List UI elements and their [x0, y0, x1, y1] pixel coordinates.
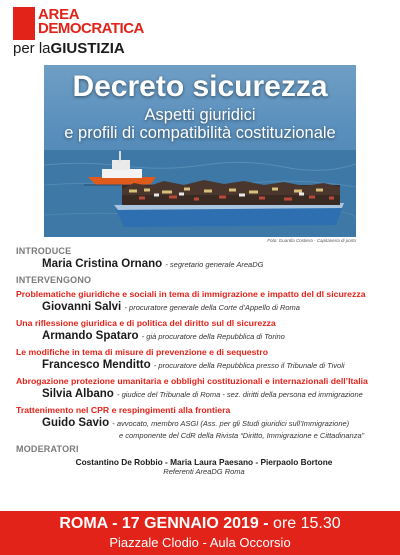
talk-item [16, 347, 392, 373]
speaker-name: Giovanni Salvi [42, 301, 122, 313]
speaker-role: - avvocato, membro ASGI (Ass. per gli Studi giuridici sull’Immigrazione) [112, 419, 350, 428]
moderators-names: Costantino De Robbio - Maria Laura Paesano - Pierpaolo Bortone [75, 457, 333, 467]
speaker-name: Francesco Menditto [42, 359, 151, 371]
talk-topic: Abrogazione protezione umanitaria e obblighi costituzionali e internazionali dell’Italia [16, 376, 368, 386]
speaker-name: Silvia Albano [42, 388, 114, 400]
hero-photo [44, 65, 356, 237]
event-city: ROMA [59, 515, 108, 532]
speaker-role: - già procuratore della Repubblica di Torino [141, 332, 285, 341]
speaker-name: Guido Savio [42, 417, 110, 429]
section-label-moderatori: MODERATORI [16, 444, 79, 454]
logo-giustizia: GIUSTIZIA [50, 40, 125, 57]
talk-item [16, 376, 392, 402]
talk-speaker [16, 300, 392, 315]
photo-credit: Foto: Guardia Costiera - Capitaneria di porto [267, 238, 356, 243]
program [16, 246, 392, 476]
speaker-role-continued: e componente del CdR della Rivista “Diritto, Immigrazione e Cittadinanza” [119, 431, 365, 440]
speaker-role: - procuratore della Repubblica presso il Tribunale di Tivoli [153, 361, 345, 370]
talk-topic: Trattenimento nel CPR e respingimenti alla frontiera [16, 405, 231, 415]
event-subtitle [44, 106, 356, 142]
speaker-role: - procuratore generale della Corte d’Appello di Roma [124, 303, 300, 312]
moderators-role: Referenti AreaDG Roma [163, 467, 245, 476]
subtitle-line-1: Aspetti giuridici [144, 106, 256, 124]
logo-prefix: per la [13, 40, 51, 57]
logo-line-area: AREA [38, 6, 80, 23]
logo-line-democratica: DEMOCRATICA [38, 20, 144, 37]
talk-speaker [16, 387, 392, 402]
talk-item [16, 318, 392, 344]
section-label-introduce: INTRODUCE [16, 246, 72, 256]
talk-topic: Le modifiche in tema di misure di prevenzione e di sequestro [16, 347, 268, 357]
talk-item [16, 405, 392, 440]
speaker-name: Armando Spataro [42, 330, 139, 342]
speaker-role: - giudice del Tribunale di Roma - sez. diritti della persona ed immigrazione [117, 390, 363, 399]
speaker-name: Maria Cristina Ornano [42, 258, 163, 270]
logo-line-giustizia [13, 41, 125, 56]
event-datetime [0, 514, 400, 534]
section-label-intervengono: INTERVENGONO [16, 275, 92, 285]
talk-speaker [16, 358, 392, 373]
event-date: - 17 GENNAIO 2019 - [112, 515, 269, 532]
speaker-role: - segretario generale AreaDG [165, 260, 264, 269]
event-footer [0, 511, 400, 555]
talk-speaker [16, 416, 392, 431]
talk-item [16, 289, 392, 315]
talk-speaker [16, 329, 392, 344]
logo-red-block [13, 7, 35, 40]
event-time: ore 15.30 [273, 515, 341, 532]
talk-topic: Una riflessione giuridica e di politica del diritto sul dl sicurezza [16, 318, 276, 328]
event-venue: Piazzale Clodio - Aula Occorsio [109, 535, 291, 550]
introducer [16, 257, 392, 272]
area-dg-logo [10, 7, 160, 57]
event-title: Decreto sicurezza [72, 70, 328, 103]
talk-topic: Problematiche giuridiche e sociali in tema di immigrazione e impatto del dl sicurezza [16, 289, 366, 299]
subtitle-line-2: e profili di compatibilità costituzionale [64, 124, 336, 142]
